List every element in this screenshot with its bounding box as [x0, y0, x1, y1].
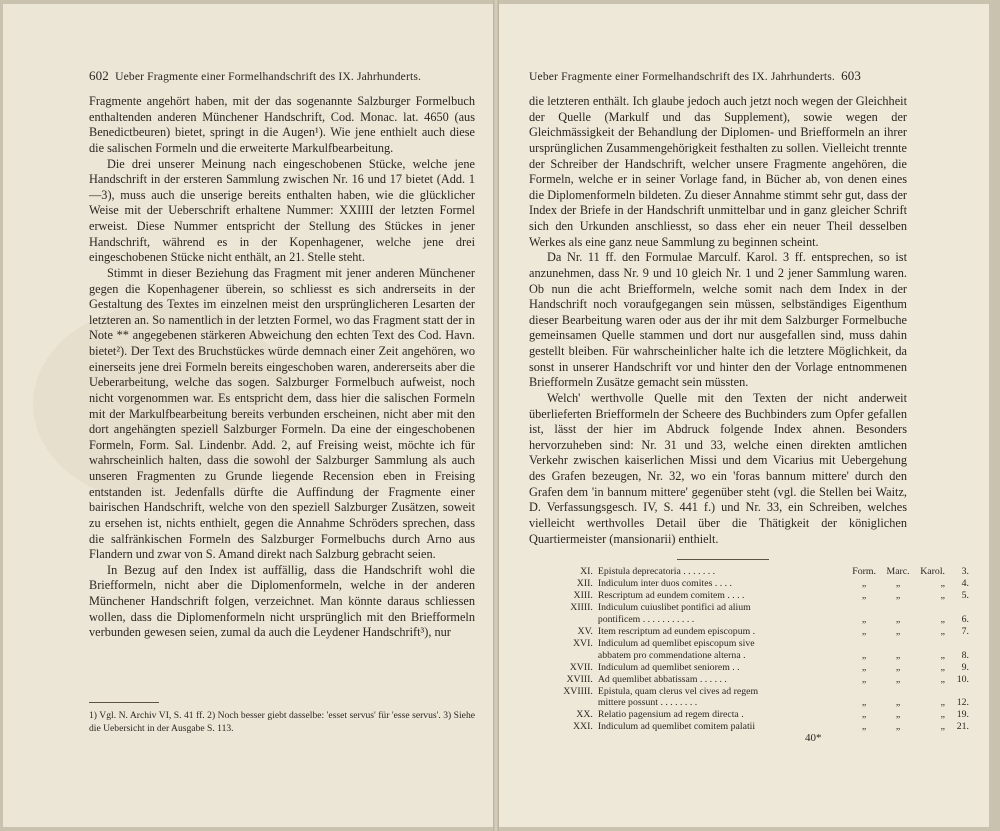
index-col-karol: „: [940, 673, 945, 685]
index-row: [529, 662, 969, 674]
index-col-form: „: [861, 649, 867, 661]
index-col-marc: [881, 602, 915, 614]
left-paragraph: Stimmt in dieser Beziehung das Fragment mit jener anderen Münchener gegen die Kopenhagener überein, so schliesst es sich andrerseits in der Gestaltung des Textes im einzelnen meist den ursprünglicheren Lesarten der letzteren an. So namentlich in der letzten Formel, wo das Fragment statt der in Note ** angegebenen stärkeren Abweichung den echten Text des Cod. Havn. bietet²). Der Text des Bruchstückes würde demnach einer Zeit angehören, wo einerseits jene drei Formeln bereits eingeschoben waren, andererseits aber die Ueberarbeitung, welche das sogen. Salzburger Formelbuch aufweist, noch nicht vorgenommen war. Es entspricht dem, dass hier die salischen Formeln mit der Markulfbearbeitung bereits verbunden erscheinen, nicht aber mit den dort angehängten speziell Salzburger Formeln. Da eine der eingeschobenen Formeln, Form. Sal. Lindenbr. Add. 2, auf Freising weist, möchte ich für wahrscheinlich halten, dass die sowohl der Salzburger Sammlung als auch unseren Fragmenten zu Grunde liegende Recension eben in Freising entstanden ist. Jedenfalls dürfte die Auffindung der Fragmente einer bairischen Handschrift, welche von den speziell Salzburger Zusätzen, soweit zu ersehen ist, nichts enthielt, gegen die Annahme Schröders sprechen, dass die salfränkischen Formeln des Salzburger Formelbuchs durch Arno aus Flandern und zwar von S. Amand direkt nach Salzburg gebracht seien.: [89, 265, 475, 562]
index-col-marc: „: [895, 649, 901, 661]
index-col-ref: 5.: [961, 589, 969, 601]
index-entry: Epistula deprecatoria . . . . . . .: [597, 566, 716, 577]
left-paragraph: Die drei unserer Meinung nach eingeschobenen Stücke, welche jene Handschrift in der ersteren Sammlung zwischen Nr. 16 und 17 bietet (Add. 1—3), muss auch die unserige bereits enthalten haben, wie die glücklicher Weise mit der Ueberschrift erhaltene Nummer: XXIIII der letzten Formel erweist. Diese Nummer entspricht der Stellung des Stückes in jener Handschrift, während es in der Kopenhagener, welche jene drei eingeschobenen Stücke nicht enthält, an 21. Stelle steht.: [89, 156, 475, 265]
index-row: [529, 709, 969, 721]
index-entry: Indiculum ad quemlibet episcopum sive: [597, 637, 755, 649]
left-running-head: [89, 68, 421, 84]
index-col-ref: 9.: [961, 661, 969, 673]
index-number: XVII.: [569, 661, 593, 673]
index-col-marc: [881, 686, 915, 698]
index-table: [529, 566, 969, 733]
index-col-form: [847, 686, 881, 698]
index-number: XVIII.: [566, 673, 593, 685]
index-col-form: „: [861, 661, 867, 673]
index-col-marc: [881, 638, 915, 650]
index-row: [529, 638, 969, 650]
index-col-form: „: [861, 589, 867, 601]
left-body-text: [89, 94, 475, 641]
left-head-title: Ueber Fragmente einer Formelhandschrift des IX. Jahrhunderts.: [115, 70, 422, 83]
index-col-marc: „: [895, 709, 901, 721]
index-col-ref: [945, 686, 969, 698]
index-row: [529, 578, 969, 590]
index-row: [529, 697, 969, 709]
index-entry: mittere possunt . . . . . . . .: [597, 697, 698, 709]
index-row: [529, 590, 969, 602]
index-col-form: [847, 638, 881, 650]
index-col-karol: [915, 638, 945, 650]
index-col-karol: [915, 602, 945, 614]
signature-mark: 40*: [805, 732, 822, 744]
index-col-karol: „: [940, 589, 945, 601]
index-row: [529, 686, 969, 698]
index-col-marc: „: [895, 613, 901, 625]
index-number: XIII.: [573, 589, 593, 601]
left-paragraph: In Bezug auf den Index ist auffällig, dass die Handschrift wohl die Briefformeln, nicht aber die Diplomenformeln, welche in der anderen Münchener Handschrift folgen, verzeichnet. Man könnte daraus schliessen wollen, dass die Diplomenformeln nicht ursprünglich mit den Briefformeln verbunden gewesen seien, zumal da auch die Leydener Handschrift³), nur: [89, 562, 475, 640]
index-col-marc: „: [895, 721, 901, 733]
index-col-ref: [945, 602, 969, 614]
index-number: XXI.: [572, 721, 593, 733]
right-page-number: 603: [841, 68, 862, 83]
index-col-form: „: [861, 673, 867, 685]
index-number: XIIII.: [570, 601, 593, 613]
right-page: [499, 4, 989, 827]
index-col-marc: „: [895, 673, 901, 685]
index-col-marc: „: [895, 697, 901, 709]
index-col-karol: „: [940, 613, 945, 625]
index-col-marc: „: [895, 661, 901, 673]
index-number: XV.: [577, 625, 593, 637]
index-col-ref: 6.: [961, 613, 969, 625]
footnote-rule: [89, 702, 159, 703]
right-running-head: [529, 68, 861, 84]
index-rule: [677, 559, 769, 560]
index-col-form: „: [861, 613, 867, 625]
index-col-karol: „: [940, 625, 945, 637]
index-entry: Relatio pagensium ad regem directa .: [597, 709, 744, 721]
index-col-ref: 8.: [961, 649, 969, 661]
index-col-marc: „: [895, 625, 901, 637]
index-col-form: „: [861, 697, 867, 709]
index-entry: Indiculum cuiuslibet pontifici ad alium: [597, 601, 751, 613]
index-col-ref: 19.: [956, 709, 969, 721]
index-row: [529, 626, 969, 638]
index-col-marc: „: [895, 589, 901, 601]
index-row: [529, 614, 969, 626]
index-entry: Ad quemlibet abbatissam . . . . . .: [597, 673, 727, 685]
index-col-form: Form.: [852, 566, 876, 577]
index-col-form: „: [861, 625, 867, 637]
index-col-form: [847, 602, 881, 614]
footnote: 1) Vgl. N. Archiv VI, S. 41 ff. 2) Noch besser giebt dasselbe: 'esset servus' für 'esse servus'. 3) Siehe die Uebersicht in der Ausgabe S. 113.: [89, 710, 475, 734]
index-col-marc: „: [895, 577, 901, 589]
index-col-marc: Marc.: [886, 566, 910, 577]
index-col-karol: [915, 686, 945, 698]
index-col-form: „: [861, 721, 867, 733]
index-col-karol: „: [940, 661, 945, 673]
right-body-text: [529, 94, 907, 547]
right-paragraph: die letzteren enthält. Ich glaube jedoch auch jetzt noch wegen der Gleichheit der Quelle (Markulf und das Supplement), sowie wegen der Gleichmässigkeit der Behandlung der Diplomen- und Briefformeln an ihrer ursprünglichen Zusammengehörigkeit festhalten zu sollen. Vielleicht trennte der Schreiber der Handschrift, welcher unsere Fragmente angehören, die Formeln, welche er in seiner Vorlage fand, in Bücher ab, von denen eines die Diplomenformeln bildeten. Zu dieser Annahme stimmt sehr gut, dass der Index der Briefe in der Handschrift unmittelbar und in ganz gleicher Schrift sich den Urkunden anschliesst, so dass eher ein neuer Theil desselben Werkes als eine ganz neue Sammlung zu beginnen scheint.: [529, 94, 907, 249]
index-col-ref: 4.: [961, 577, 969, 589]
index-entry: Indiculum ad quemlibet comitem palatii: [597, 721, 756, 733]
index-col-karol: „: [940, 649, 945, 661]
index-row: [529, 674, 969, 686]
index-entry: Epistula, quam clerus vel cives ad regem: [597, 685, 759, 697]
index-col-ref: 3.: [961, 566, 969, 577]
index-number: XI.: [580, 566, 593, 577]
index-col-karol: „: [940, 697, 945, 709]
index-number: XVIIII.: [563, 685, 593, 697]
left-page-number: 602: [89, 68, 109, 83]
index-col-ref: [945, 638, 969, 650]
index-row: [529, 721, 969, 733]
index-number: [529, 614, 598, 626]
index-col-karol: „: [940, 709, 945, 721]
index-col-karol: Karol.: [920, 566, 945, 577]
index-row: [529, 650, 969, 662]
right-head-title: Ueber Fragmente einer Formelhandschrift des IX. Jahrhunderts.: [529, 70, 835, 83]
index-number: XVI.: [572, 637, 593, 649]
index-number: [529, 650, 598, 662]
index-entry: Indiculum ad quemlibet seniorem . .: [597, 661, 740, 673]
index-col-ref: 7.: [961, 625, 969, 637]
index-row: [529, 566, 969, 578]
index-col-ref: 12.: [956, 697, 969, 709]
index-entry: abbatem pro commendatione alterna .: [597, 649, 746, 661]
index-col-ref: 21.: [956, 721, 969, 733]
index-number: [529, 697, 598, 709]
right-paragraph: Welch' werthvolle Quelle mit den Texten der nicht anderweit überlieferten Briefformeln der Scheere des Buchbinders zum Opfer gefallen ist, lässt der hier im Abdruck folgende Index ahnen. Besonders hervorzuheben sind: Nr. 31 und 33, welche einen direkten amtlichen Verkehr zwischen kaiserlichen Missi und dem Vicarius mit Uebergehung des Grafen bezeugen, Nr. 32, wo ein 'foras bannum mittere' durch den Grafen dem 'in bannum mittere' gegenüber steht (vgl. die Stellen bei Waitz, D. Verfassungsgesch. IV, S. 441 f.) und Nr. 33, ein Schreiben, welches vielleicht werthvolles Detail über die Thätigkeit der königlichen Quartiermeister (mansionarii) enthielt.: [529, 390, 907, 546]
left-page: [3, 4, 493, 827]
index-entry: Indiculum inter duos comites . . . .: [597, 577, 733, 589]
index-row: [529, 602, 969, 614]
index-entry: Rescriptum ad eundem comitem . . . .: [597, 589, 745, 601]
index-col-karol: „: [940, 577, 945, 589]
index-col-form: „: [861, 577, 867, 589]
index-col-ref: 10.: [956, 673, 969, 685]
left-paragraph: Fragmente angehört haben, mit der das sogenannte Salzburger Formelbuch enthaltenden anderen Münchener Handschrift, Cod. Monac. lat. 4650 (aus Benedictbeuren) bietet, springt in die Augen¹). Wie jene enthielt auch diese die salischen Formeln und die erweiterte Markulfbearbeitung.: [89, 94, 475, 155]
index-col-karol: „: [940, 721, 945, 733]
index-entry: pontificem . . . . . . . . . . .: [597, 613, 695, 625]
index-col-form: „: [861, 709, 867, 721]
index-number: XX.: [576, 709, 593, 721]
footnotes: [89, 710, 475, 735]
right-paragraph: Da Nr. 11 ff. den Formulae Marculf. Karol. 3 ff. entsprechen, so ist anzunehmen, dass Nr. 9 und 10 gleich Nr. 1 und 2 jener Sammlung waren. Ob nun die acht Briefformeln, welche somit nach dem Index in der Handschrift noch voraufgegangen sein müssen, selbständiges Eigenthum dieser Bearbeitung waren oder aus der ihr mit dem Salzburger Formelbuche gemeinsamen Quelle stammen und dort nur ausgefallen sind, muss dahin gestellt bleiben. Für wahrscheinlicher halte ich die letztere Möglichkeit, da sonst in unserer Handschrift vor und hinter den der Vorlage entnommenen Briefformeln Zusätze gemacht sein müssten.: [529, 250, 907, 390]
index-number: XII.: [576, 577, 593, 589]
index-entry: Item rescriptum ad eundem episcopum .: [597, 625, 756, 637]
